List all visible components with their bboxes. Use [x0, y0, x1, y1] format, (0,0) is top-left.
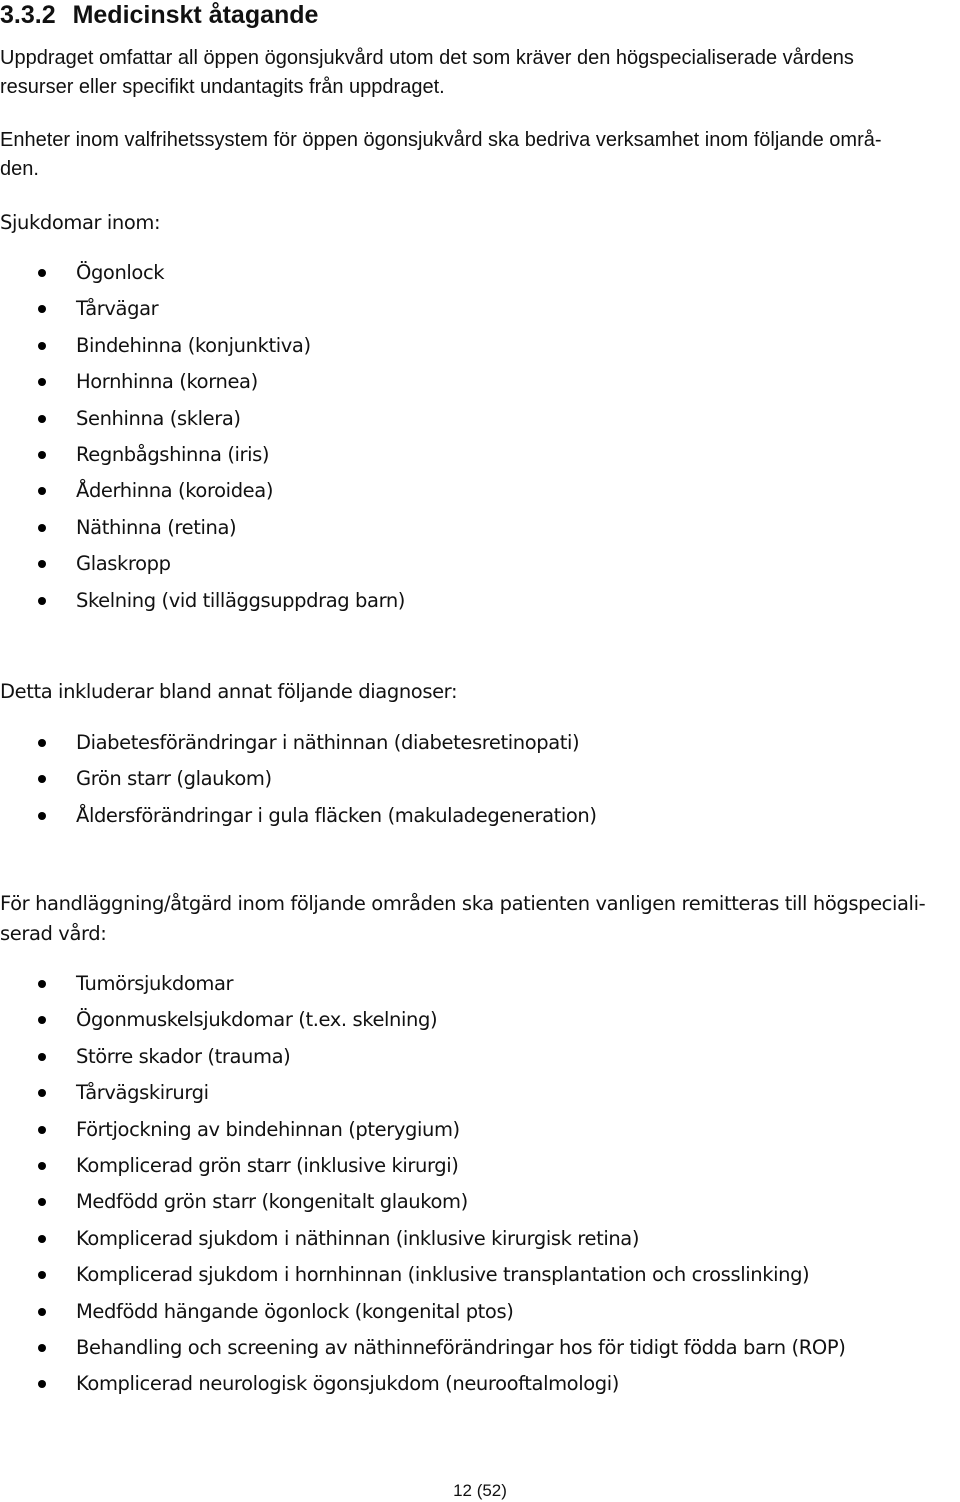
list-item: Medfödd hängande ögonlock (kongenital ptos) [0, 1294, 845, 1330]
bullet-icon [38, 812, 46, 820]
intro-line-2: resurser eller specifikt undantagits från uppdraget. [0, 76, 445, 98]
list-item: Större skador (trauma) [0, 1039, 845, 1075]
referral-paragraph [0, 889, 925, 949]
bullet-icon [38, 775, 46, 783]
list-item: Diabetesförändringar i näthinnan (diabetesretinopati) [0, 725, 597, 761]
diseases-list [0, 255, 405, 619]
list-item: Ögonlock [0, 255, 405, 291]
list-item: Tårvägar [0, 291, 405, 327]
referral-line-2: serad vård: [0, 922, 107, 945]
list-item: Grön starr (glaukom) [0, 761, 597, 797]
list-item: Förtjockning av bindehinnan (pterygium) [0, 1112, 845, 1148]
intro-paragraph [0, 44, 854, 102]
list-item: Komplicerad grön starr (inklusive kirurgi) [0, 1148, 845, 1184]
bullet-icon [38, 342, 46, 350]
list-item: Komplicerad sjukdom i hornhinnan (inklusive transplantation och crosslinking) [0, 1257, 845, 1293]
section-number: 3.3.2 [0, 1, 56, 29]
bullet-icon [38, 1198, 46, 1206]
diagnoses-list [0, 725, 597, 834]
list-item: Medfödd grön starr (kongenitalt glaukom) [0, 1184, 845, 1220]
bullet-icon [38, 560, 46, 568]
list-item: Komplicerad neurologisk ögonsjukdom (neurooftalmologi) [0, 1366, 845, 1402]
bullet-icon [38, 269, 46, 277]
list-item: Komplicerad sjukdom i näthinnan (inklusive kirurgisk retina) [0, 1221, 845, 1257]
bullet-icon [38, 451, 46, 459]
bullet-icon [38, 378, 46, 386]
bullet-icon [38, 739, 46, 747]
page-number: 12 (52) [453, 1481, 507, 1500]
list-item: Regnbågshinna (iris) [0, 437, 405, 473]
bullet-icon [38, 1271, 46, 1279]
intro-line-1: Uppdraget omfattar all öppen ögonsjukvård utom det som kräver den högspecialiserade vårdens [0, 47, 854, 69]
list-item: Åderhinna (koroidea) [0, 473, 405, 509]
bullet-icon [38, 1089, 46, 1097]
referral-list [0, 966, 845, 1403]
diseases-label: Sjukdomar inom: [0, 211, 161, 234]
bullet-icon [38, 305, 46, 313]
bullet-icon [38, 1162, 46, 1170]
list-item: Skelning (vid tilläggsuppdrag barn) [0, 583, 405, 619]
units-paragraph [0, 126, 882, 184]
bullet-icon [38, 1053, 46, 1061]
units-line-2: den. [0, 158, 39, 180]
bullet-icon [38, 1126, 46, 1134]
list-item: Hornhinna (kornea) [0, 364, 405, 400]
bullet-icon [38, 415, 46, 423]
bullet-icon [38, 980, 46, 988]
section-title: Medicinskt åtagande [72, 1, 319, 29]
list-item: Glaskropp [0, 546, 405, 582]
bullet-icon [38, 1344, 46, 1352]
list-item: Ögonmuskelsjukdomar (t.ex. skelning) [0, 1002, 845, 1038]
list-item: Åldersförändringar i gula fläcken (makuladegeneration) [0, 798, 597, 834]
bullet-icon [38, 1308, 46, 1316]
bullet-icon [38, 1016, 46, 1024]
section-heading [0, 0, 318, 30]
units-line-1: Enheter inom valfrihetssystem för öppen ögonsjukvård ska bedriva verksamhet inom följande områ- [0, 129, 882, 151]
bullet-icon [38, 1235, 46, 1243]
list-item: Behandling och screening av näthinneförändringar hos för tidigt födda barn (ROP) [0, 1330, 845, 1366]
list-item: Senhinna (sklera) [0, 401, 405, 437]
bullet-icon [38, 597, 46, 605]
list-item: Tumörsjukdomar [0, 966, 845, 1002]
referral-line-1: För handläggning/åtgärd inom följande områden ska patienten vanligen remitteras till högspeciali- [0, 892, 926, 915]
list-item: Tårvägskirurgi [0, 1075, 845, 1111]
bullet-icon [38, 487, 46, 495]
bullet-icon [38, 524, 46, 532]
list-item: Bindehinna (konjunktiva) [0, 328, 405, 364]
diagnoses-label: Detta inkluderar bland annat följande diagnoser: [0, 680, 458, 703]
list-item: Näthinna (retina) [0, 510, 405, 546]
bullet-icon [38, 1380, 46, 1388]
